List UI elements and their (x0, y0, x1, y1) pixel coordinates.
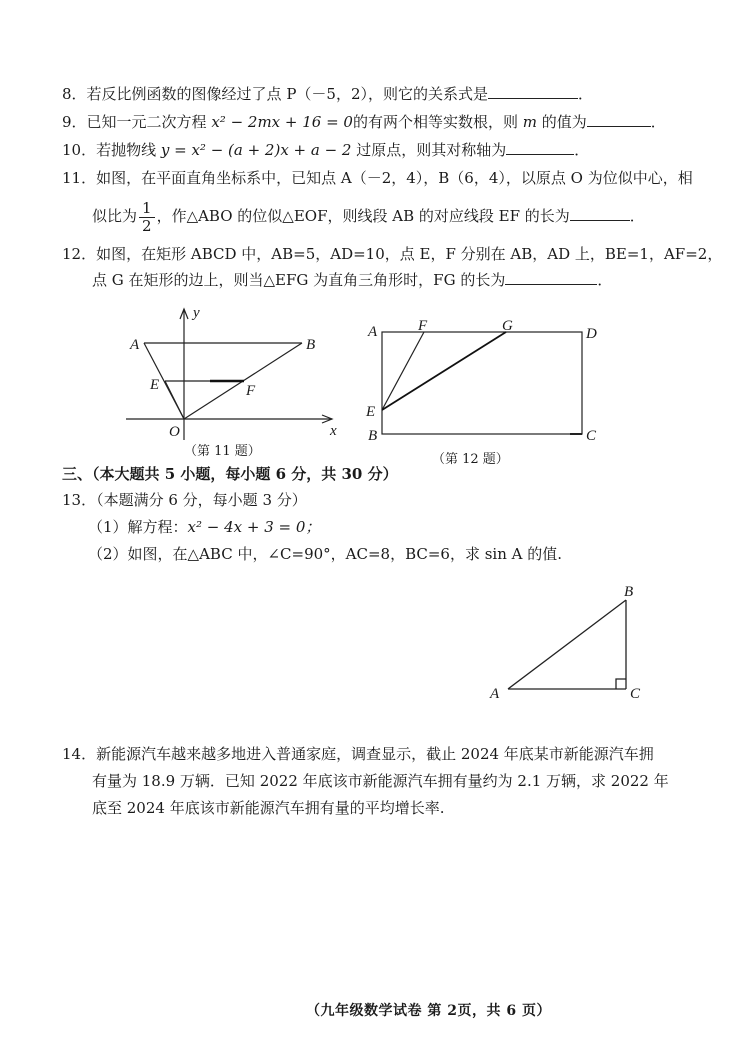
question-13-part2: （2）如图，在△ABC 中，∠C=90°，AC=8，BC=6，求 sin A 的值. (88, 545, 563, 563)
fraction: $\frac{1}{2}$ (139, 200, 155, 235)
answer-blank[interactable] (587, 112, 651, 127)
figure-12-caption: （第 12 题） (432, 452, 509, 467)
figure-12 (362, 314, 612, 446)
equation: y = x² − (a + 2)x + a − 2 (160, 141, 352, 159)
question-14-line1: 14．新能源汽车越来越多地进入普通家庭，调查显示，截止 2024 年底某市新能源汽车拥 (62, 745, 654, 763)
figure-13 (484, 580, 654, 706)
question-10: 10．若抛物线 y = x² − (a + 2)x + a − 2 过原点，则其对称轴为 ． (62, 141, 590, 159)
answer-blank[interactable] (488, 84, 578, 99)
segment-EG (382, 332, 506, 410)
label-F: F (418, 318, 428, 334)
answer-blank[interactable] (570, 206, 630, 221)
label-E: E (366, 404, 376, 420)
question-11-line1: 11．如图，在平面直角坐标系中，已知点 A（－2，4），B（6，4），以原点 O 为位似中心，相 (62, 169, 693, 187)
label-B: B (306, 337, 316, 353)
question-11-line2: 似比为 $\frac{1}{2}$ ，作△ABO 的位似△EOF，则线段 AB 的对应线段 EF 的长为 ． (92, 198, 645, 235)
label-A: A (130, 337, 140, 353)
question-number: 11． (62, 169, 97, 187)
question-8: 8．若反比例函数的图像经过了点 P（－5，2），则它的关系式是 ． (62, 85, 594, 103)
question-9: 9．已知一元二次方程 x² − 2mx + 16 = 0的有两个相等实数根，则 m 的值为 ． (62, 113, 666, 131)
equation: x² − 2mx + 16 = 0 (211, 113, 353, 131)
label-B: B (624, 584, 634, 600)
question-number: 8． (62, 85, 87, 103)
question-14-line2: 有量为 18.9 万辆．已知 2022 年底该市新能源汽车拥有量约为 2.1 万辆，求 2022 年 (92, 772, 669, 790)
question-text: 若反比例函数的图像经过了点 P（－5，2），则它的关系式是 (86, 85, 488, 103)
answer-blank[interactable] (506, 140, 574, 155)
right-angle-mark (616, 679, 626, 689)
answer-blank[interactable] (505, 270, 597, 285)
question-number: 12． (62, 245, 97, 263)
label-y: y (193, 305, 200, 321)
side-AB (508, 600, 626, 689)
question-13-part1: （1）解方程：x² − 4x + 3 = 0； (88, 518, 321, 536)
label-x: x (330, 423, 337, 439)
figure-11-caption: （第 11 题） (184, 444, 261, 459)
question-number: 14． (62, 745, 97, 763)
segment-EO (165, 381, 184, 419)
question-12-line1: 12．如图，在矩形 ABCD 中，AB=5，AD=10，点 E，F 分别在 AB，AD 上，BE=1，AF=2， (62, 245, 723, 263)
label-A: A (490, 686, 500, 702)
question-number: 13． (62, 491, 97, 509)
label-B: B (368, 428, 378, 444)
label-A: A (368, 324, 378, 340)
label-C: C (586, 428, 597, 444)
question-12-line2: 点 G 在矩形的边上，则当△EFG 为直角三角形时，FG 的长为 ． (92, 271, 613, 289)
question-13: 13．（本题满分 6 分，每小题 3 分） (62, 491, 307, 509)
question-number: 10． (62, 141, 97, 159)
label-O: O (169, 424, 180, 440)
label-F: F (246, 383, 256, 399)
label-E: E (150, 377, 160, 393)
label-C: C (630, 686, 641, 702)
question-number: 9． (62, 113, 87, 131)
figure-11 (120, 305, 350, 455)
label-D: D (586, 326, 597, 342)
page-footer: （九年级数学试卷 第 2页，共 6 页） (306, 1003, 551, 1019)
question-14-line3: 底至 2024 年底该市新能源汽车拥有量的平均增长率. (92, 799, 445, 817)
segment-EF (382, 332, 424, 410)
section-3-title: 三、（本大题共 5 小题，每小题 6 分，共 30 分） (62, 465, 398, 483)
equation: x² − 4x + 3 = 0； (187, 518, 321, 536)
label-G: G (502, 318, 513, 334)
